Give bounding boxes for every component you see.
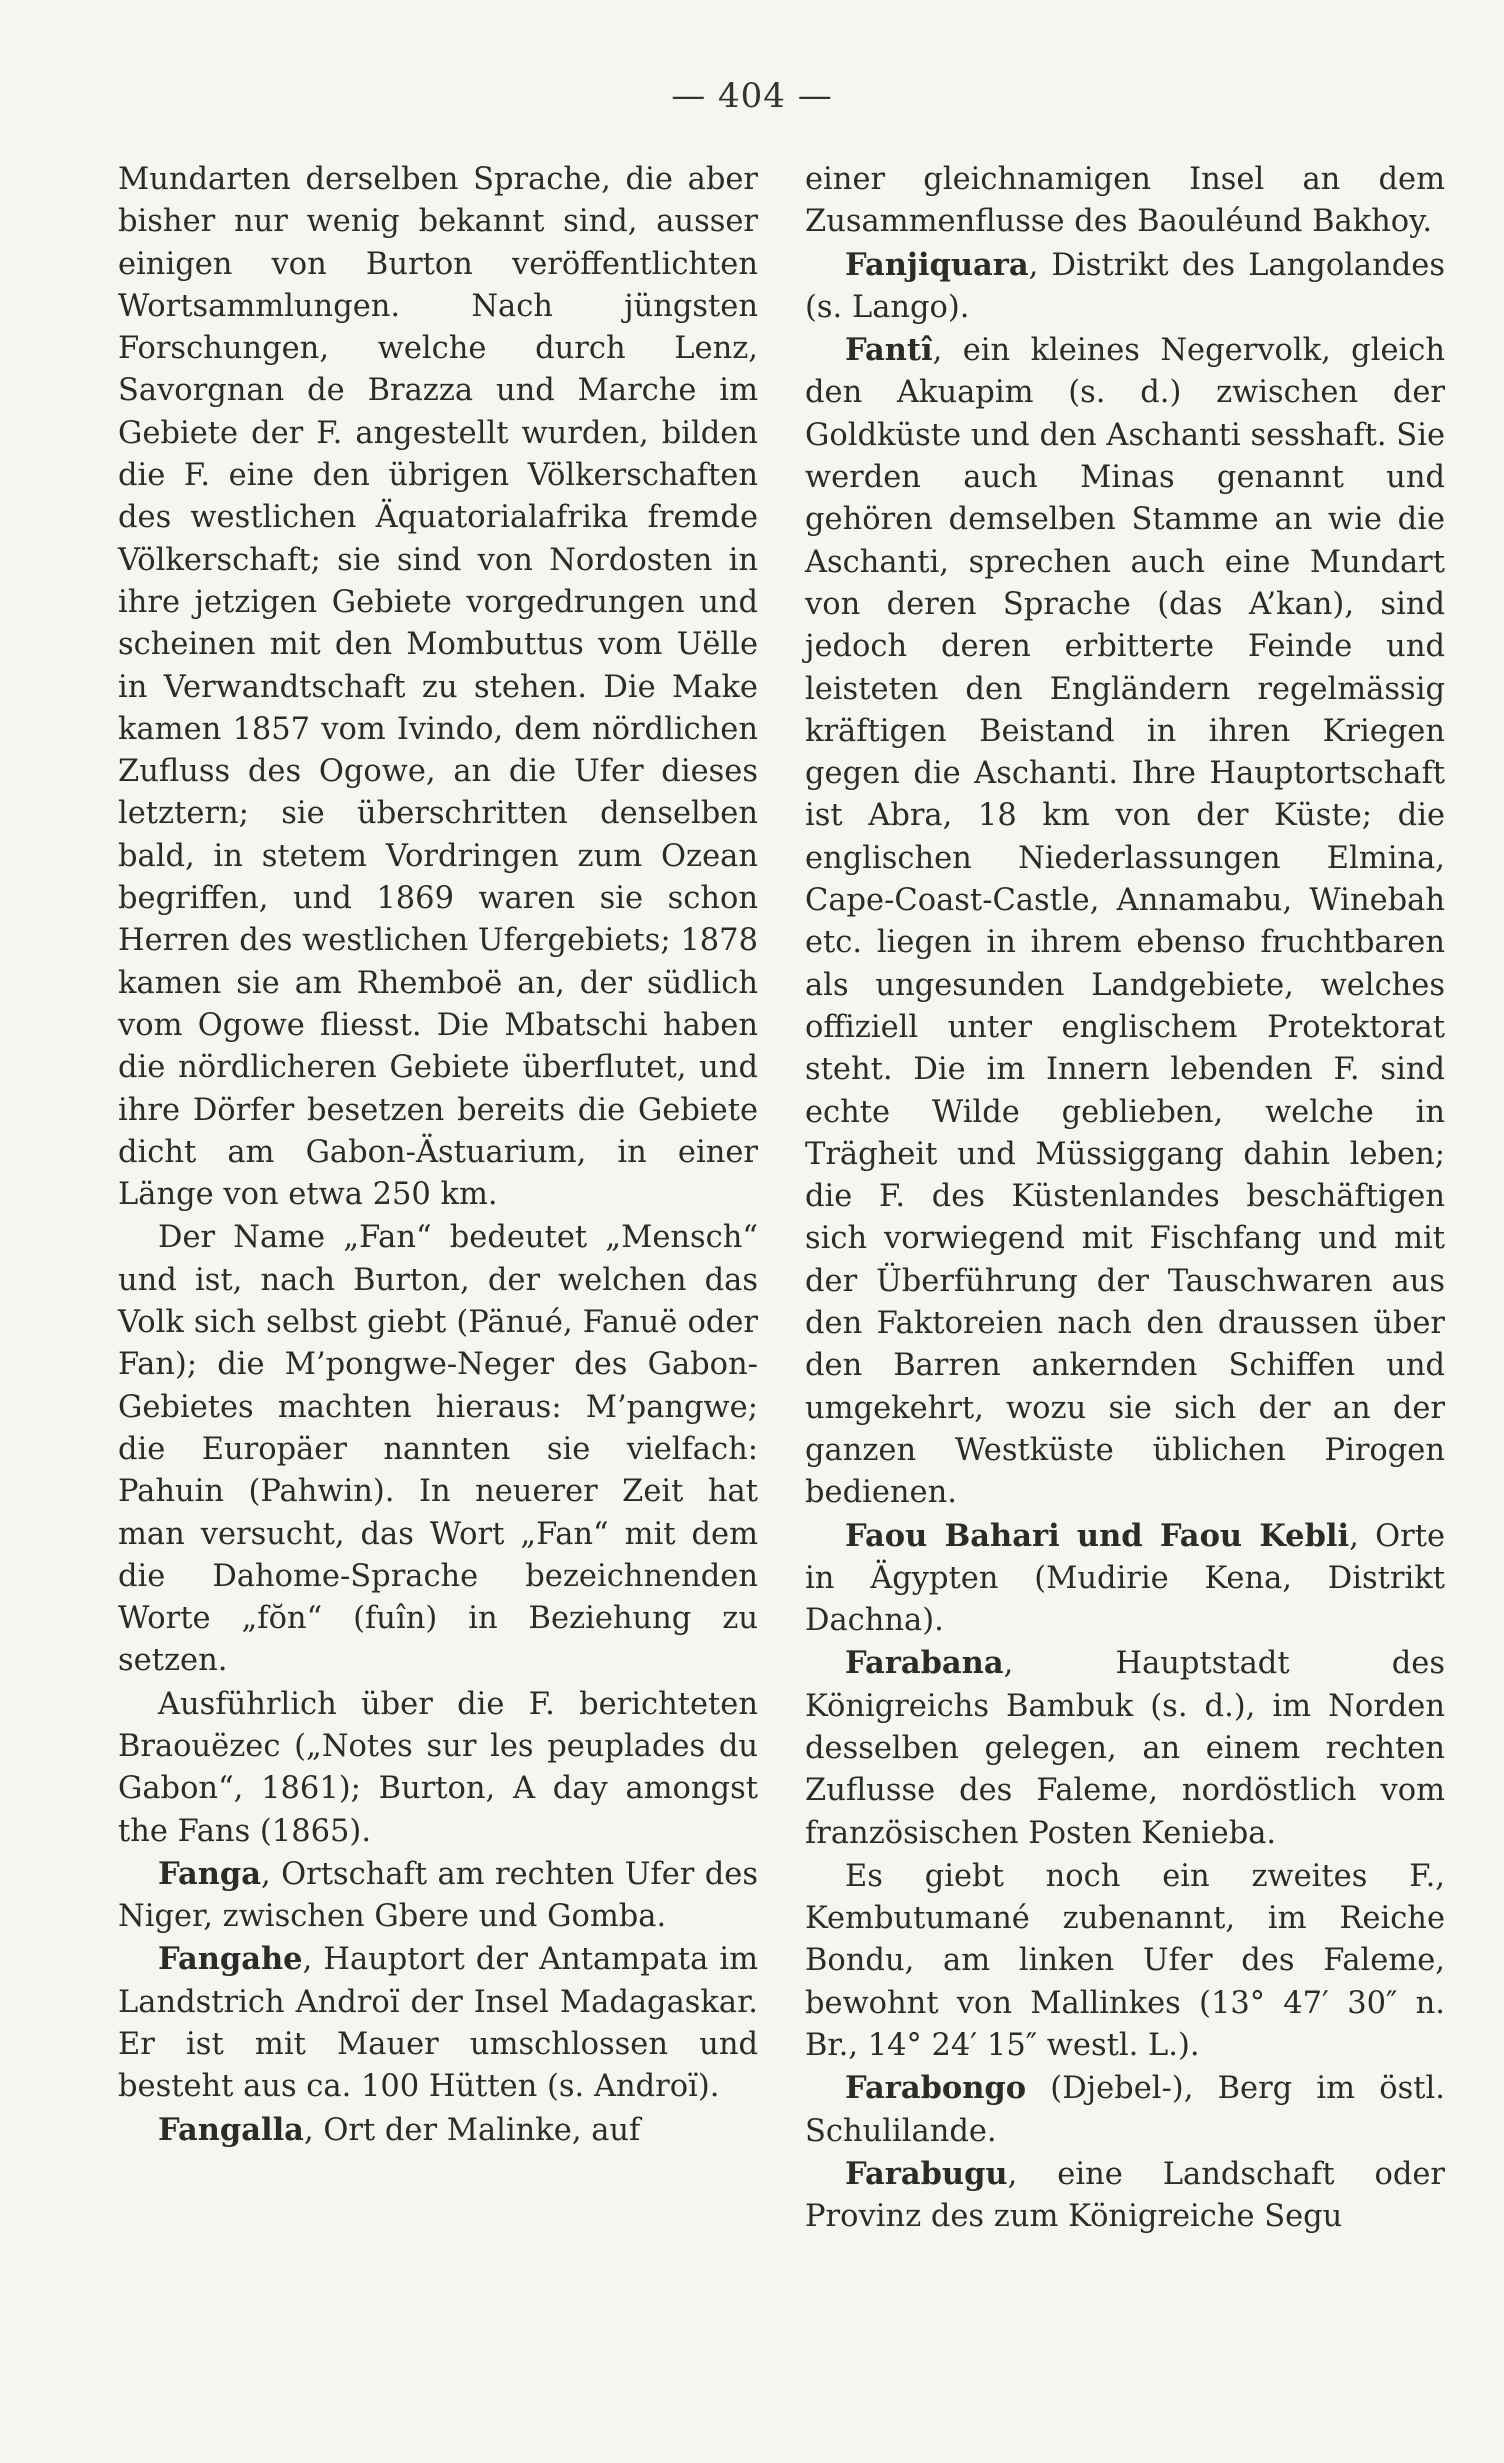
dictionary-entry bbox=[118, 1853, 758, 1939]
entry-text: , Distrikt des Langolandes (s. Lango). bbox=[805, 247, 1445, 325]
dictionary-entry bbox=[805, 1515, 1445, 1643]
dictionary-entry bbox=[805, 2153, 1445, 2239]
paragraph bbox=[805, 1855, 1445, 2067]
left-column bbox=[118, 158, 758, 2152]
entry-text: , eine Landschaft oder Provinz des zum Königreiche Segu bbox=[805, 2156, 1445, 2235]
entry-text: Der Name „Fan“ bedeutet „Mensch“ und ist, nach Burton, der welchen das Volk sich selbst giebt (Pänué, Fanuë oder Fan); die M’pongwe-Neger des Gabon-Gebietes machten hieraus: M’pangwe; die Europäer nannten sie vielfach: Pahuin (Pahwin). In neuerer Zeit hat man versucht, das Wort „Fan“ mit dem die Dahome-Sprache bezeichnenden Worte „fŏn“ (fuîn) in Beziehung zu setzen. bbox=[118, 1220, 758, 1679]
entry-text: , Orte in Ägypten (Mudirie Kena, Distrikt Dachna). bbox=[805, 1518, 1446, 1639]
entry-text: , Hauptort der Antampata im Landstrich Androï der Insel Madagaskar. Er ist mit Mauer umschlossen und besteht aus ca. 100 Hütten (s. Androï). bbox=[118, 1942, 758, 2105]
entry-keyword: Farabugu bbox=[845, 2155, 1008, 2192]
entry-text: , Ortschaft am rechten Ufer des Niger, zwischen Gbere und Gomba. bbox=[118, 1856, 758, 1935]
entry-text: , Ort der Malinke, auf bbox=[303, 2112, 641, 2148]
dictionary-entry bbox=[805, 2067, 1445, 2153]
entry-keyword: Farabongo bbox=[845, 2070, 1027, 2107]
dictionary-entry bbox=[805, 1642, 1445, 1854]
entry-keyword: Fanjiquara bbox=[845, 246, 1029, 283]
entry-text: , Hauptstadt des Königreichs Bambuk (s. d.), im Norden desselben gelegen, an einem rechten Zuflusse des Faleme, nordöstlich vom französischen Posten Kenieba. bbox=[805, 1646, 1445, 1851]
entry-keyword: Farabana bbox=[845, 1645, 1004, 1682]
paragraph bbox=[118, 158, 758, 1216]
entry-keyword: Fanga bbox=[158, 1855, 262, 1892]
paragraph bbox=[805, 158, 1445, 244]
entry-keyword: Fantî bbox=[845, 332, 933, 369]
paragraph bbox=[118, 1683, 758, 1853]
entry-text: Ausführlich über die F. berichteten Braouëzec („Notes sur les peuplades du Gabon“, 1861); Burton, A day amongst the Fans (1865). bbox=[118, 1686, 758, 1849]
entry-keyword: Fangalla bbox=[158, 2111, 304, 2148]
entry-keyword: Fangahe bbox=[158, 1941, 303, 1978]
entry-text: einer gleichnamigen Insel an dem Zusammenflusse des Baouléund Bakhoy. bbox=[805, 162, 1445, 240]
dictionary-entry bbox=[805, 244, 1445, 330]
entry-text: (Djebel-), Berg im östl. Schulilande. bbox=[805, 2071, 1445, 2149]
entry-text: Es giebt noch ein zweites F., Kembutumané zubenannt, im Reiche Bondu, am linken Ufer des Faleme, bewohnt von Mallinkes (13° 47′ 30″ n. Br., 14° 24′ 15″ westl. L.). bbox=[805, 1858, 1445, 2064]
dictionary-entry bbox=[805, 329, 1445, 1514]
dictionary-entry bbox=[118, 1938, 758, 2108]
paragraph bbox=[118, 1216, 758, 1682]
entry-text: , ein kleines Negervolk, gleich den Akuapim (s. d.) zwischen der Goldküste und den Aschanti sesshaft. Sie werden auch Minas genannt und gehören demselben Stamme an wie die Aschanti, sprechen auch eine Mundart von deren Sprache (das A’kan), sind jedoch deren erbitterte Feinde und leisteten den Engländern regelmässig kräftigen Beistand in ihren Kriegen gegen die Aschanti. Ihre Hauptortschaft ist Abra, 18 km von der Küste; die englischen Niederlassungen Elmina, Cape-Coast-Castle, Annamabu, Winebah etc. liegen in ihrem ebenso fruchtbaren als ungesunden Landgebiete, welches offiziell unter englischem Protektorat steht. Die im Innern lebenden F. sind echte Wilde geblieben, welche in Trägheit und Müssiggang dahin leben; die F. des Küstenlandes beschäftigen sich vorwiegend mit Fischfang und mit der Überführung der Tauschwaren aus den Faktoreien nach den draussen über den Barren ankernden Schiffen und umgekehrt, wozu sie sich der an der ganzen Westküste üblichen Pirogen bedienen. bbox=[805, 333, 1445, 1511]
page-number: — 404 — bbox=[671, 76, 833, 116]
right-column bbox=[805, 158, 1445, 2239]
dictionary-entry bbox=[118, 2109, 758, 2152]
entry-keyword: Faou Bahari und Faou Kebli bbox=[845, 1517, 1350, 1554]
entry-text: Mundarten derselben Sprache, die aber bisher nur wenig bekannt sind, ausser einigen von Burton veröffentlichten Wortsammlungen. Nach jüngsten Forschungen, welche durch Lenz, Savorgnan de Brazza und Marche im Gebiete der F. angestellt wurden, bilden die F. eine den übrigen Völkerschaften des westlichen Äquatorialafrika fremde Völkerschaft; sie sind von Nordosten in ihre jetzigen Gebiete vorgedrungen und scheinen mit den Mombuttus vom Uëlle in Verwandtschaft zu stehen. Die Make kamen 1857 vom Ivindo, dem nördlichen Zufluss des Ogowe, an die Ufer dieses letztern; sie überschritten denselben bald, in stetem Vordringen zum Ozean begriffen, und 1869 waren sie schon Herren des westlichen Ufergebiets; 1878 kamen sie am Rhemboë an, der südlich vom Ogowe fliesst. Die Mbatschi haben die nördlicheren Gebiete überflutet, und ihre Dörfer besetzen bereits die Gebiete dicht am Gabon-Ästuarium, in einer Länge von etwa 250 km. bbox=[118, 162, 758, 1213]
